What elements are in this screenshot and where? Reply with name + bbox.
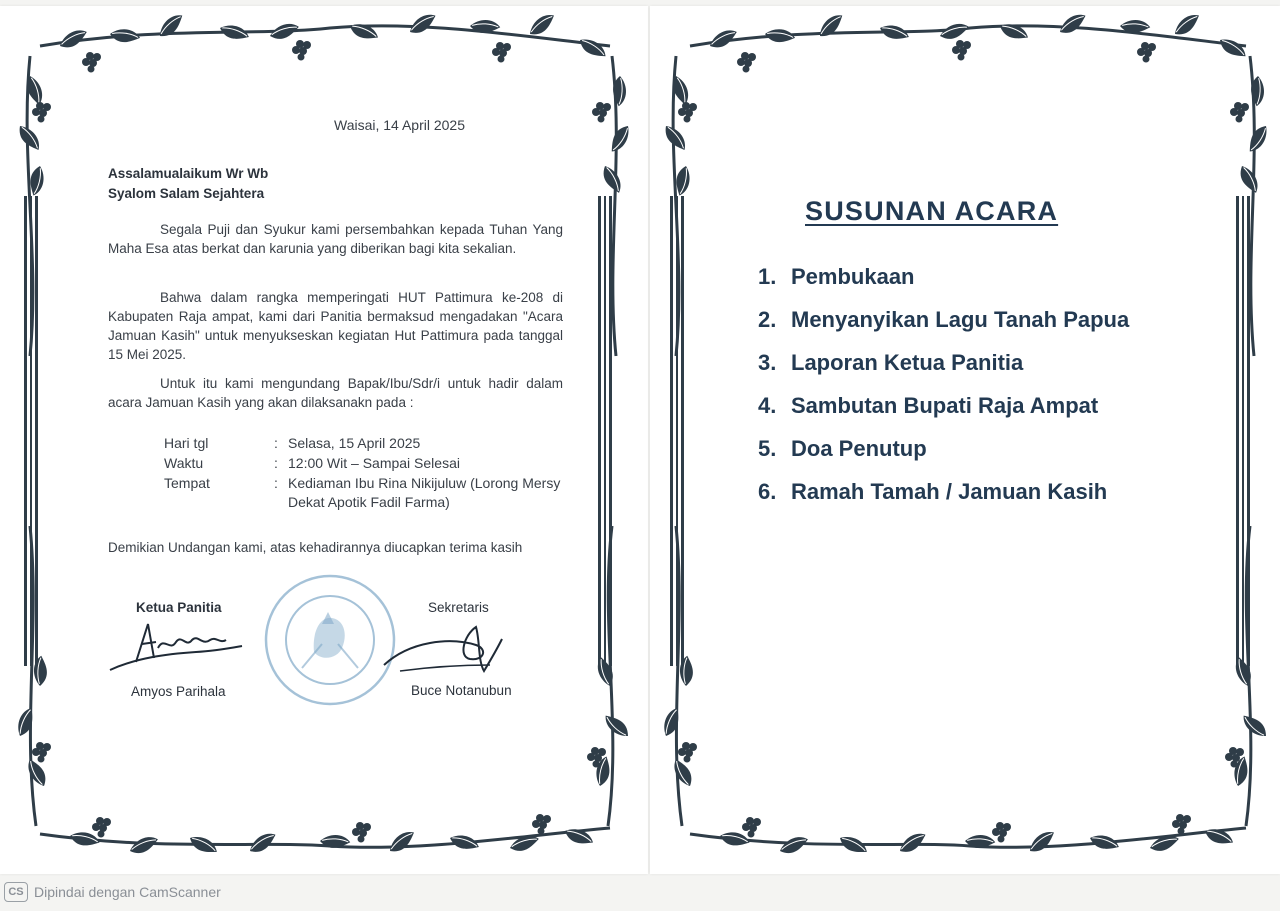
program-list bbox=[758, 255, 1158, 513]
paragraph-1: Segala Puji dan Syukur kami persembahkan kepada Tuhan Yang Maha Esa atas berkat dan karunia yang diberikan bagi kita sekalian. bbox=[108, 222, 563, 256]
chairman-title: Ketua Panitia bbox=[136, 600, 222, 615]
scanner-watermark bbox=[4, 882, 221, 902]
greeting-islamic: Assalamualaikum Wr Wb bbox=[108, 166, 269, 181]
program-item-6: 6. Ramah Tamah / Jamuan Kasih bbox=[758, 479, 1108, 504]
paragraph-3: Untuk itu kami mengundang Bapak/Ibu/Sdr/i untuk hadir dalam acara Jamuan Kasih yang akan dilaksanakn pada : bbox=[108, 376, 563, 410]
paragraph-2: Bahwa dalam rangka memperingati HUT Pattimura ke-208 di Kabupaten Raja ampat, kami dari Panitia bermaksud mengadakan "Acara Jamuan Kasih" untuk menyukseskan kegiatan Hut Pattimura pada tanggal 15 Mei 2025. bbox=[108, 290, 563, 362]
chairman-signature bbox=[106, 618, 246, 678]
camscanner-logo-icon: CS bbox=[4, 882, 28, 902]
letter-page: Waisai, 14 April 2025 Assalamualaikum Wr Wb Syalom Salam Sejahtera Segala Puji dan Syukur kami persembahkan kepada Tuhan Yang Maha Esa atas berkat dan karunia yang diberikan bagi kita sekalian. Bahwa dalam rangka memperingati HUT Pattimura ke-208 di Kabupaten Raja ampat, kami dari Panitia bermaksud mengadakan "Acara Jamuan Kasih" untuk menyukseskan kegiatan Hut Pattimura pada tanggal 15 Mei 2025. Untuk itu kami mengundang Bapak/Ibu/Sdr/i untuk hadir dalam acara Jamuan Kasih yang akan dilaksanakn pada : Hari tgl : Selasa, 15 April 2025 Waktu : 12:00 Wit – Sampai Selesai Tempat : Kediaman Ibu Rina Nikijuluw (Lorong Mersy Dekat Apotik Fadil Farma) Demikian Undangan kami, atas kehadirannya diucapkan terima kasih Ketua Panitia Amyos Parihala Sekretaris Buce Notanubun bbox=[0, 6, 648, 874]
letter-date: Waisai, 14 April 2025 bbox=[334, 117, 465, 133]
program-item-3: 3. Laporan Ketua Panitia bbox=[758, 350, 1024, 375]
scanner-caption: Dipindai dengan CamScanner bbox=[34, 884, 221, 900]
program-item-2: 2. Menyanyikan Lagu Tanah Papua bbox=[758, 307, 1130, 332]
secretary-title: Sekretaris bbox=[428, 600, 489, 615]
program-item-1: 1. Pembukaan bbox=[758, 264, 915, 289]
secretary-signature bbox=[380, 621, 510, 681]
committee-stamp bbox=[262, 572, 398, 708]
program-item-4: 4. Sambutan Bupati Raja Ampat bbox=[758, 393, 1099, 418]
closing-paragraph: Demikian Undangan kami, atas kehadirannya diucapkan terima kasih bbox=[108, 540, 523, 555]
program-item-5: 5. Doa Penutup bbox=[758, 436, 927, 461]
chairman-name: Amyos Parihala bbox=[131, 684, 226, 699]
program-title: SUSUNAN ACARA bbox=[805, 196, 1059, 226]
secretary-name: Buce Notanubun bbox=[411, 683, 512, 698]
greeting-christian: Syalom Salam Sejahtera bbox=[108, 186, 265, 201]
